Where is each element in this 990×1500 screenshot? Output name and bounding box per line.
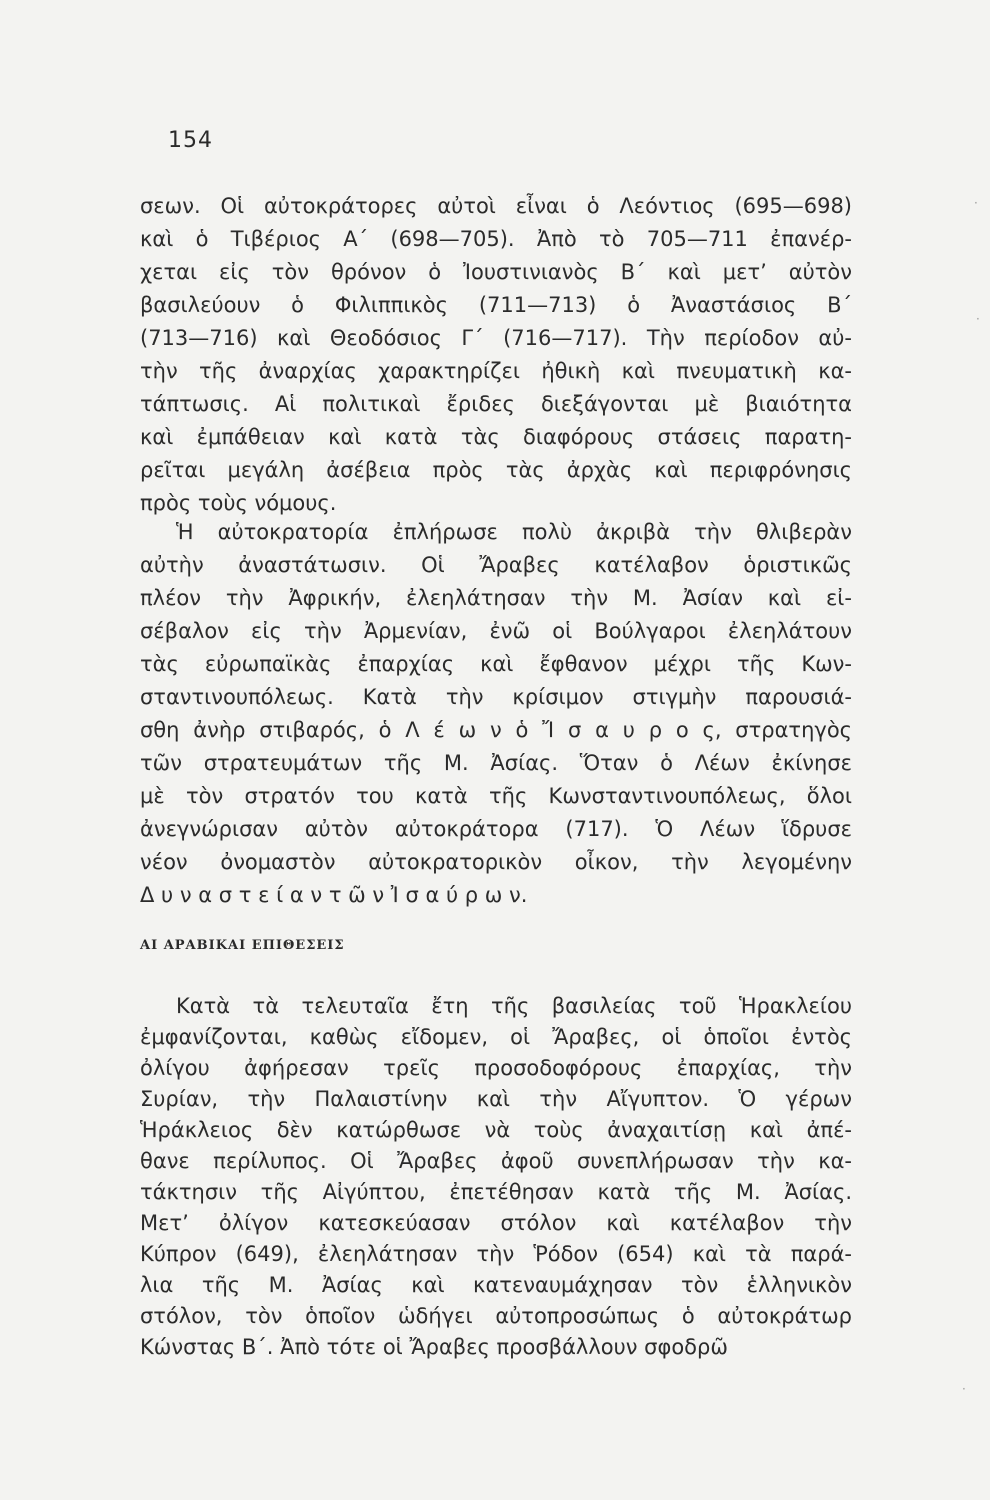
scan-mark: · (974, 196, 978, 210)
text-line: ὀλίγου ἀφήρεσαν τρεῖς προσοδοφόρους ἐπαρχίας, τὴν (140, 1056, 852, 1080)
text-line: βασιλεύουν ὁ Φιλιππικὸς (711—713) ὁ Ἀναστάσιος Β΄ (140, 293, 852, 317)
text-line: τὴν τῆς ἀναρχίας χαρακτηρίζει ἠθικὴ καὶ πνευματικὴ κα- (140, 359, 852, 383)
text-line: σταντινουπόλεως. Κατὰ τὴν κρίσιμον στιγμὴν παρουσιά- (140, 685, 852, 709)
text-line: Κατὰ τὰ τελευταῖα ἔτη τῆς βασιλείας τοῦ Ἡρακλείου (176, 994, 852, 1018)
text-line: Κώνστας Β΄. Ἀπὸ τότε οἱ Ἄραβες προσβάλλουν σφοδρῶ (140, 1335, 728, 1359)
text-line: ἐμφανίζονται, καθὼς εἴδομεν, οἱ Ἄραβες, οἱ ὁποῖοι ἐντὸς (140, 1025, 852, 1049)
text-line: Συρίαν, τὴν Παλαιστίνην καὶ τὴν Αἴγυπτον. Ὁ γέρων (140, 1087, 852, 1111)
text-line: τῶν στρατευμάτων τῆς Μ. Ἀσίας. Ὅταν ὁ Λέων ἐκίνησε (140, 751, 852, 775)
text-line: πλέον τὴν Ἀφρικήν, ἐλεηλάτησαν τὴν Μ. Ἀσίαν καὶ εἰ- (140, 586, 852, 610)
text-line: καὶ ὁ Τιβέριος Α΄ (698—705). Ἀπὸ τὸ 705—711 ἐπανέρ- (140, 227, 852, 251)
page-number: 154 (168, 128, 213, 153)
text-line: χεται εἰς τὸν θρόνον ὁ Ἰουστινιανὸς Β΄ καὶ μετ’ αὐτὸν (140, 260, 852, 284)
text-line: λια τῆς Μ. Ἀσίας καὶ κατεναυμάχησαν τὸν ἑλληνικὸν (140, 1273, 852, 1297)
text-line: ρεῖται μεγάλη ἀσέβεια πρὸς τὰς ἀρχὰς καὶ περιφρόνησις (140, 458, 852, 482)
text-line: πρὸς τοὺς νόμους. (140, 491, 337, 515)
text-line: τάκτησιν τῆς Αἰγύπτου, ἐπετέθησαν κατὰ τῆς Μ. Ἀσίας. (140, 1180, 852, 1204)
text-line: νέον ὀνομαστὸν αὐτοκρατορικὸν οἶκον, τὴν λεγομένην (140, 850, 852, 874)
text-line: αὐτὴν ἀναστάτωσιν. Οἱ Ἄραβες κατέλαβον ὁριστικῶς (140, 553, 852, 577)
text-line: Δ υ ν α σ τ ε ί α ν τ ῶ ν Ἰ σ α ύ ρ ω ν. (140, 883, 528, 907)
text-line: στόλον, τὸν ὁποῖον ὡδήγει αὐτοπροσώπως ὁ αὐτοκράτωρ (140, 1304, 852, 1328)
text-line: σέβαλον εἰς τὴν Ἀρμενίαν, ἐνῶ οἱ Βούλγαροι ἐλεηλάτουν (140, 619, 852, 643)
text-line: σεων. Οἱ αὐτοκράτορες αὐτοὶ εἶναι ὁ Λεόντιος (695—698) (140, 194, 852, 218)
scan-mark: · (962, 1382, 966, 1396)
text-line: Μετ’ ὀλίγον κατεσκεύασαν στόλον καὶ κατέλαβον τὴν (140, 1211, 852, 1235)
text-line: Ἡράκλειος δὲν κατώρθωσε νὰ τοὺς ἀναχαιτίσῃ καὶ ἀπέ- (140, 1118, 852, 1142)
text-line: σθη ἀνὴρ στιβαρός, ὁ Λ έ ω ν ὁ Ἴ σ α υ ρ ο ς, στρατηγὸς (140, 718, 852, 742)
text-line: θανε περίλυπος. Οἱ Ἄραβες ἀφοῦ συνεπλήρωσαν τὴν κα- (140, 1149, 852, 1173)
text-line: ἀνεγνώρισαν αὐτὸν αὐτοκράτορα (717). Ὁ Λέων ἵδρυσε (140, 817, 852, 841)
text-line: τὰς εὐρωπαϊκὰς ἐπαρχίας καὶ ἔφθανον μέχρι τῆς Κων- (140, 652, 852, 676)
scan-mark: · (976, 312, 980, 326)
text-line: καὶ ἐμπάθειαν καὶ κατὰ τὰς διαφόρους στάσεις παρατη- (140, 425, 852, 449)
text-line: τάπτωσις. Αἱ πολιτικαὶ ἔριδες διεξάγονται μὲ βιαιότητα (140, 392, 852, 416)
text-line: Κύπρον (649), ἐλεηλάτησαν τὴν Ῥόδον (654) καὶ τὰ παρά- (140, 1242, 852, 1266)
text-line: (713—716) καὶ Θεοδόσιος Γ΄ (716—717). Τὴν περίοδον αὐ- (140, 326, 852, 350)
text-line: Ἡ αὐτοκρατορία ἐπλήρωσε πολὺ ἀκριβὰ τὴν θλιβερὰν (176, 520, 852, 544)
section-heading: ΑΙ ΑΡΑΒΙΚΑΙ ΕΠΙΘΕΣΕΙΣ (140, 938, 345, 953)
text-line: μὲ τὸν στρατόν του κατὰ τῆς Κωνσταντινουπόλεως, ὅλοι (140, 784, 852, 808)
